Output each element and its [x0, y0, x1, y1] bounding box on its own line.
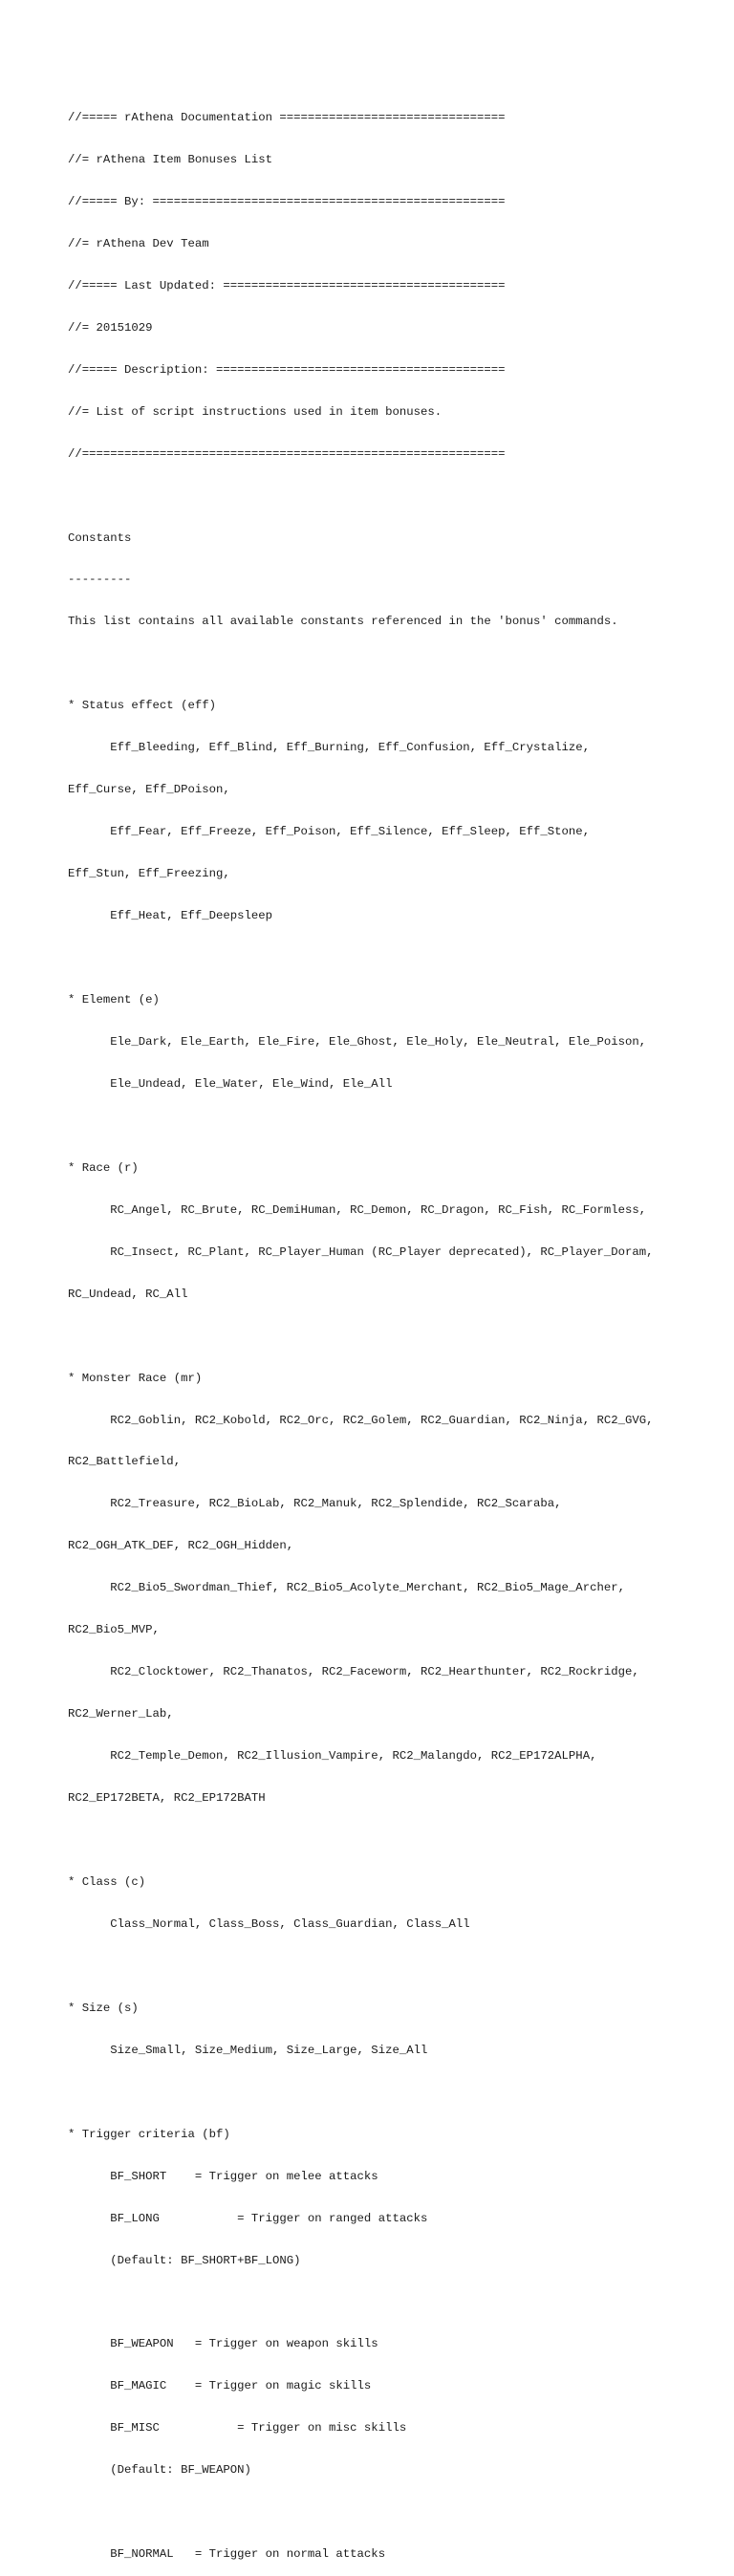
doc-line: [68, 2296, 654, 2310]
doc-line: RC2_Treasure, RC2_BioLab, RC2_Manuk, RC2_Splendide, RC2_Scaraba,: [68, 1497, 562, 1511]
doc-line: [68, 2086, 654, 2100]
doc-line: RC2_Temple_Demon, RC2_Illusion_Vampire, RC2_Malangdo, RC2_EP172ALPHA,: [68, 1749, 597, 1764]
doc-line: * Size (s): [68, 2001, 139, 2015]
doc-line: (Default: BF_SHORT+BF_LONG): [68, 2253, 301, 2267]
doc-line: [68, 1833, 654, 1848]
doc-line: * Status effect (eff): [68, 699, 216, 713]
doc-line: RC2_Bio5_Swordman_Thief, RC2_Bio5_Acolyte_Merchant, RC2_Bio5_Mage_Archer,: [68, 1581, 625, 1595]
doc-line: RC2_Goblin, RC2_Kobold, RC2_Orc, RC2_Golem, RC2_Guardian, RC2_Ninja, RC2_GVG,: [68, 1413, 654, 1427]
doc-line: //= List of script instructions used in item bonuses.: [68, 404, 443, 419]
doc-line: RC2_Werner_Lab,: [68, 1707, 174, 1721]
doc-line: //===== By: ==================================================: [68, 194, 506, 208]
doc-line: Eff_Fear, Eff_Freeze, Eff_Poison, Eff_Silence, Eff_Sleep, Eff_Stone,: [68, 825, 591, 839]
doc-line: ---------: [68, 573, 132, 587]
doc-line: Ele_Dark, Ele_Earth, Ele_Fire, Ele_Ghost, Ele_Holy, Ele_Neutral, Ele_Poison,: [68, 1034, 647, 1049]
doc-line: BF_MAGIC = Trigger on magic skills: [68, 2379, 372, 2393]
doc-line: [68, 1959, 654, 1974]
doc-line: //= 20151029: [68, 320, 153, 335]
doc-line: [68, 951, 654, 965]
doc-line: //= rAthena Item Bonuses List: [68, 152, 273, 166]
doc-line: RC_Insect, RC_Plant, RC_Player_Human (RC_Player deprecated), RC_Player_Doram,: [68, 1245, 654, 1259]
doc-line: * Element (e): [68, 992, 160, 1007]
doc-line: Eff_Bleeding, Eff_Blind, Eff_Burning, Eff_Confusion, Eff_Crystalize,: [68, 741, 591, 755]
doc-line: //===== Description: =========================================: [68, 362, 506, 377]
doc-line: [68, 489, 654, 504]
doc-line: //= rAthena Dev Team: [68, 236, 209, 250]
doc-line: [68, 2505, 654, 2520]
doc-line: (Default: BF_WEAPON): [68, 2463, 251, 2478]
doc-line: Size_Small, Size_Medium, Size_Large, Size_All: [68, 2043, 428, 2057]
doc-line: RC_Angel, RC_Brute, RC_DemiHuman, RC_Demon, RC_Dragon, RC_Fish, RC_Formless,: [68, 1202, 647, 1217]
doc-line: RC2_OGH_ATK_DEF, RC2_OGH_Hidden,: [68, 1539, 294, 1553]
doc-line: * Monster Race (mr): [68, 1371, 203, 1385]
document-text: [68, 69, 654, 2576]
doc-line: * Race (r): [68, 1160, 139, 1175]
doc-line: [68, 1330, 654, 1344]
doc-line: RC_Undead, RC_All: [68, 1287, 188, 1301]
doc-line: RC2_Bio5_MVP,: [68, 1623, 160, 1637]
doc-line: Eff_Heat, Eff_Deepsleep: [68, 909, 273, 923]
doc-line: BF_NORMAL = Trigger on normal attacks: [68, 2547, 386, 2562]
doc-line: Class_Normal, Class_Boss, Class_Guardian, Class_All: [68, 1916, 470, 1931]
doc-line: //===== rAthena Documentation ================================: [68, 110, 506, 124]
doc-line: [68, 1119, 654, 1134]
doc-line: RC2_Battlefield,: [68, 1455, 182, 1469]
doc-line: Ele_Undead, Ele_Water, Ele_Wind, Ele_All: [68, 1076, 393, 1091]
doc-line: BF_WEAPON = Trigger on weapon skills: [68, 2337, 378, 2351]
doc-line: * Class (c): [68, 1875, 146, 1889]
doc-line: RC2_Clocktower, RC2_Thanatos, RC2_Faceworm, RC2_Hearthunter, RC2_Rockridge,: [68, 1665, 639, 1679]
doc-line: Eff_Curse, Eff_DPoison,: [68, 783, 230, 797]
doc-line: BF_SHORT = Trigger on melee attacks: [68, 2169, 378, 2183]
doc-line: RC2_EP172BETA, RC2_EP172BATH: [68, 1791, 266, 1806]
doc-line: Eff_Stun, Eff_Freezing,: [68, 867, 230, 881]
doc-line: This list contains all available constants referenced in the 'bonus' commands.: [68, 615, 618, 629]
doc-line: BF_LONG = Trigger on ranged attacks: [68, 2211, 428, 2225]
doc-line: * Trigger criteria (bf): [68, 2127, 230, 2141]
doc-line: Constants: [68, 530, 132, 545]
doc-line: BF_MISC = Trigger on misc skills: [68, 2421, 407, 2435]
doc-line: //============================================================: [68, 446, 506, 461]
doc-line: [68, 657, 654, 671]
doc-line: //===== Last Updated: ========================================: [68, 278, 506, 292]
